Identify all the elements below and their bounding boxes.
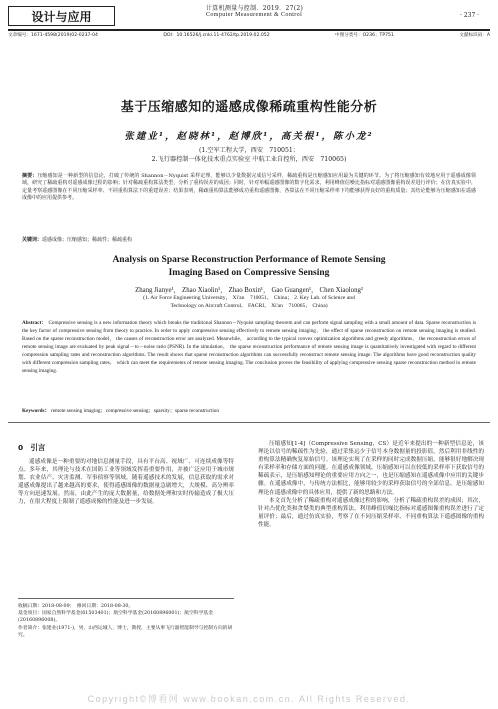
affiliations-en	[0, 295, 498, 310]
affiliation-line: 2.飞行器控制一体化技术重点实验室 中航工业自控所，西安 710065)	[151, 156, 347, 163]
affiliations-cn	[0, 146, 498, 164]
body-paragraph: 本文首先分析了稀疏重构对遥感成像过程的影响，分析了稀疏重构误差的成因；其次，针对凸优化类和贪婪类的典型重构算法，利用峰值信噪比指标对遥感图像重构误差进行了定量评价；最后，通过仿真实验，考察了在不同压缩采样率、不同重构算法下遥感图像的重构性能。	[258, 497, 484, 528]
abstract-cn	[22, 173, 476, 203]
footnote-received: 收稿日期：2018-08-09； 修回日期：2018-08-30。	[18, 604, 134, 609]
paper-title-cn: 基于压缩感知的遥感成像稀疏重构性能分析	[120, 100, 378, 115]
abstract-text-en: Compressive sensing is a new information theory which breaks the traditional Shannon－Nyquist sampling theorem and can perform signal sampling with a small amount of data. Sparse reconstruction is the key factor of compressive sensing from theory to practice. In order to apply compressive sensing effectively to remote sensing imaging， the effect of sparse reconstruction on remote sensing imaging is studied. Based on the sparse reconstruction model， the causes of reconstruction error are analyzed. Meanwhile， according to the typical convex optimization algorithms and greedy algorithms， the reconstruction errors of remote sensing image are evaluated by peak signal－to－noise ratio (PSNR). In the simulation， the sparse reconstruction performance of remote sensing image is quantitatively investigated with regard to different compression sampling rates and reconstruction algorithms. The result shows that sparse reconstruction algorithms can successfully reconstruct remote sensing image. The algorithms have good reconstruction quality with different compression sampling rates， which can meet the requirements of remote sensing imaging. The conclusion proves the feasibility of applying compressive sensing sparse reconstruction method in remote sensing imaging.	[22, 320, 476, 374]
body-paragraph: 压缩感知[1-4]（Compressive Sensing，CS）是近年来提出的一种新型信息论，该理论以信号的稀疏性为先验，通过采集远少于信号本身数据量的投影值，然后利用非线性的重构算法精确恢复原始信号。该理论实现了在采样的同时完成数据压缩，能够很好地解决现有采样率和存储方面的问题。在遥感成像领域，压缩感知可以在较低的采样率下获取信号的稀疏表示，是压缩感知理论的重要应用方向之一，也是压缩感知在遥感成像中应用的关键步骤。在遥感成像中，与传统方法相比，能够用较少的采样获取信号的全部信息，是压缩感知理论在遥感成像中的具体应用，提供了新的思路和方法。	[258, 441, 484, 496]
article-meta	[8, 32, 490, 38]
body-right-column	[258, 440, 484, 529]
article-number: 文章编号：1671-4598(2019)02-0237-04	[8, 33, 98, 38]
page-number: · 237 ·	[460, 12, 480, 19]
authors-cn: 张建业¹，赵晓林¹，赵博欣¹，高关根¹，陈小龙²	[124, 131, 374, 142]
section-divider	[8, 422, 490, 423]
abstract-label-cn: 摘要：	[22, 173, 38, 179]
title-en-line: Imaging Based on Compressive Sensing	[168, 268, 330, 278]
abstract-label-en: Abstract：	[22, 320, 47, 326]
affiliation-line: (1.空军工程大学，西安 710051；	[199, 147, 299, 154]
body-left-column: 遥感成像是一种重要的对地信息测量手段，具有平台高、视域广、可连续成像等特点。多年来，其理论与技术在国防工业等领域发挥着重要作用，并被广泛应用于城市规划、农业估产、灾害监测、军事侦察等领域。随着遥感技术的发展，信息获取的需求对遥感成像提出了越来越高的要求，使得遥感图像的数据量急剧增大，大规模、高分辨率等方向迅速发展。然而，由此产生的庞大数据量，给数据处理和实时传输造成了极大压力，在很大程度上限制了遥感成像的性能及进一步发展。	[18, 459, 234, 506]
keywords-label-en: Keywords：	[22, 408, 50, 414]
keywords-text-en: remote sensing imaging；compressive sensing；sparsity；sparse reconstruction	[50, 408, 219, 414]
abstract-text-cn: 压缩感知是一种新型的信息论，打破了传统的 Shannon－Nyquist 采样定理，能够以少量数据完成信号采样，稀疏重构是压缩感知应用最为关键的环节。为了将压缩感知有效地应用于遥感成像领域，研究了稀疏重构对遥感成像过程的影响；针对稀疏重构算法类型，分析了重构误差的成因；同时，针对单幅遥感图像的数字化需求，利用峰值信噪比指标对遥感图像重构误差进行评价；在仿真实验中，定量考察遥感图像在不同压缩采样率、不同重构算法下的重建误差；结果表明，稀疏重构算法能够成功重构遥感图像，各算法在不同压缩采样率下均能够获得良好的重构质量；其结论能够为压缩感知在遥感成像中的应用提供参考。	[22, 173, 476, 202]
header-rule	[8, 29, 490, 31]
footnote-funding: 基金项目：国家自然科学基金(61503401)；航空科学基金(20160896001)；航空科学基金(20160896008)。	[18, 611, 213, 624]
keywords-en	[22, 407, 476, 414]
keywords-cn	[22, 236, 476, 243]
copyright-watermark: Copyright©博看网 www.bookan.com.cn. All Rights Reserved.	[87, 694, 411, 704]
journal-name-en: Computer Measurement & Control	[206, 12, 303, 18]
paper-title-en	[0, 254, 498, 280]
doi: DOI：10.16526/j.cnki.11-4762/tp.2019.02.052	[163, 33, 270, 38]
abstract-en	[22, 319, 476, 375]
footnotes	[18, 603, 234, 639]
affiliation-line-en: (1. Air Force Engineering University， Xi'an 710051， China； 2. Key Lab. of Science and	[143, 295, 355, 301]
authors-en: Zhang Jianye¹， Zhao Xiaolin¹， Zhao Boxin¹， Gao Guangen¹， Chen Xiaolong²	[135, 287, 363, 294]
section-tag: 设计与应用	[8, 6, 115, 26]
keywords-label-cn: 关键词：	[22, 237, 43, 243]
section-heading-introduction: 0 引言	[18, 443, 46, 452]
keywords-text-cn: 遥感成像；压缩感知；稀疏性；稀疏重构	[42, 237, 133, 243]
title-en-line: Analysis on Sparse Reconstruction Performance of Remote Sensing	[112, 255, 386, 265]
document-code: 文献标识码：A	[459, 33, 490, 38]
affiliation-line-en: Technology on Aircraft Control， FACRI， Xi'an 710065， China)	[170, 302, 328, 309]
footnote-author-bio: 作者简介：张建业(1971-)，男，山西运城人，博士，教授，主要从事飞行器智能制导与控制方向的研究。	[18, 625, 233, 638]
footnote-rule	[18, 598, 234, 599]
clc-number: 中图分类号：O236；TP751	[335, 33, 394, 38]
journal-name-cn: 计算机测量与控制．2019．27(2)	[206, 5, 304, 12]
